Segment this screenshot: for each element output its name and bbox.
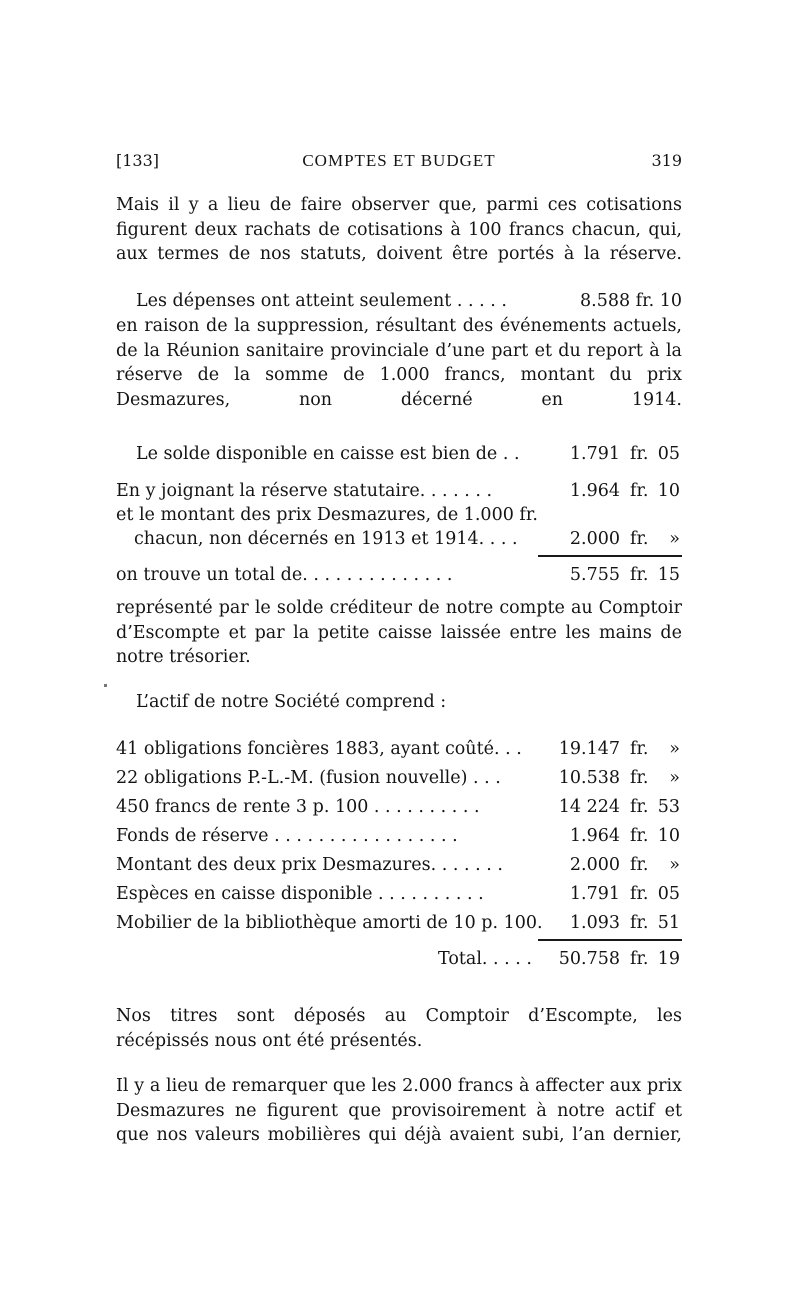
margin-mark: [104, 684, 107, 687]
actif-intro: [116, 690, 682, 715]
prix-row-line1: [116, 503, 682, 528]
paragraph-cotisations: Mais il y a lieu de faire observer que, parmi ces cotisations figurent deux rachats de cotisations à 100 francs chacun, qui, aux termes de nos statuts, doivent être portés à la réserve.: [116, 195, 682, 264]
amount-number: 1.791: [569, 444, 620, 464]
amount-number: 1.964: [569, 826, 620, 846]
solde-label: Le solde disponible en caisse est bien de . .: [136, 444, 520, 464]
depenses-line: [116, 289, 682, 314]
amount-cents: 51: [657, 913, 680, 933]
amount-number: 2.000: [569, 855, 620, 875]
amount-number: 1.791: [569, 884, 620, 904]
prix-row-line2: [116, 527, 682, 552]
amount-cents: 19: [657, 949, 680, 969]
amount-cents: »: [669, 855, 680, 875]
paragraph-represente: représenté par le solde créditeur de notre compte au Comptoir d’Escompte et par la petite caisse laissée entre les mains de notre trésorier.: [116, 598, 682, 667]
actif-row: [116, 853, 682, 878]
actif-label: Espèces en caisse disponible . . . . . . . . . .: [116, 884, 484, 904]
actif-row: [116, 795, 682, 820]
actif-label: Mobilier de la bibliothèque amorti de 10 p. 100.: [116, 913, 543, 933]
paragraph-titres: Nos titres sont déposés au Comptoir d’Escompte, les récépissés nous ont été présentés.: [116, 1006, 682, 1051]
amount-cents: »: [669, 739, 680, 759]
amount-unit: fr.: [630, 797, 649, 817]
amount-unit: fr.: [630, 913, 649, 933]
amount-unit: fr.: [630, 481, 649, 501]
sum-rule: [538, 555, 682, 557]
actif-row: [116, 766, 682, 791]
amount-number: 2.000: [569, 529, 620, 549]
actif-total-row: [116, 947, 682, 972]
paragraph-depenses-continuation: en raison de la suppression, résultant des événements actuels, de la Réunion sanitaire provinciale d’une part et du report à la réserve de la somme de 1.000 francs, montant du prix Desmazures, non décerné en 1914.: [116, 316, 682, 410]
section-number: [133]: [116, 151, 160, 170]
amount-cents: 10: [657, 826, 680, 846]
solde-row: [116, 442, 682, 467]
sum-rule: [538, 939, 682, 941]
reserve-label: En y joignant la réserve statutaire. . . . . . .: [116, 481, 493, 501]
running-header: [116, 151, 682, 175]
amount-unit: fr.: [630, 949, 649, 969]
amount-number: 50.758: [558, 949, 620, 969]
amount-number: 5.755: [569, 565, 620, 585]
actif-label: 22 obligations P.-L.-M. (fusion nouvelle) . . .: [116, 768, 501, 788]
paragraph-remarquer: Il y a lieu de remarquer que les 2.000 francs à affecter aux prix Desmazures ne figurent que provisoirement à notre actif et que nos valeurs mobilières qui déjà avaient subi, l’an dernier,: [116, 1076, 682, 1145]
amount-cents: »: [669, 768, 680, 788]
amount-cents: 53: [657, 797, 680, 817]
actif-row: [116, 882, 682, 907]
actif-row: [116, 911, 682, 936]
amount-unit: fr.: [630, 444, 649, 464]
amount-cents: 10: [657, 481, 680, 501]
actif-label: Montant des deux prix Desmazures. . . . . . .: [116, 855, 503, 875]
amount-number: 10.538: [558, 768, 620, 788]
amount-number: 14 224: [558, 797, 620, 817]
amount-unit: fr.: [630, 768, 649, 788]
actif-label: 41 obligations foncières 1883, ayant coûté. . .: [116, 739, 522, 759]
amount-cents: »: [669, 529, 680, 549]
actif-row: [116, 737, 682, 762]
amount-number: 1.964: [569, 481, 620, 501]
actif-intro-text: L’actif de notre Société comprend :: [136, 692, 447, 712]
reserve-row: [116, 479, 682, 504]
actif-total-label: Total. . . . .: [438, 949, 532, 969]
amount-unit: fr.: [630, 739, 649, 759]
amount-cents: 05: [657, 444, 680, 464]
total-row: [116, 563, 682, 588]
actif-label: 450 francs de rente 3 p. 100 . . . . . . . . . .: [116, 797, 480, 817]
actif-label: Fonds de réserve . . . . . . . . . . . . . . . . .: [116, 826, 458, 846]
depenses-label: Les dépenses ont atteint seulement . . . . .: [136, 291, 507, 311]
amount-unit: fr.: [630, 855, 649, 875]
amount-cents: 15: [657, 565, 680, 585]
total-label: on trouve un total de. . . . . . . . . . . . . .: [116, 565, 453, 585]
depenses-amount: 8.588 fr. 10: [580, 291, 682, 311]
page-number: 319: [651, 151, 682, 170]
amount-unit: fr.: [630, 884, 649, 904]
amount-cents: 05: [657, 884, 680, 904]
actif-row: [116, 824, 682, 849]
amount-unit: fr.: [630, 565, 649, 585]
running-title: COMPTES ET BUDGET: [302, 151, 496, 170]
amount-unit: fr.: [630, 826, 649, 846]
amount-number: 19.147: [558, 739, 620, 759]
prix-label-line2: chacun, non décernés en 1913 et 1914. . . .: [134, 529, 518, 549]
prix-label-line1: et le montant des prix Desmazures, de 1.000 fr.: [116, 505, 538, 525]
amount-unit: fr.: [630, 529, 649, 549]
amount-number: 1.093: [569, 913, 620, 933]
